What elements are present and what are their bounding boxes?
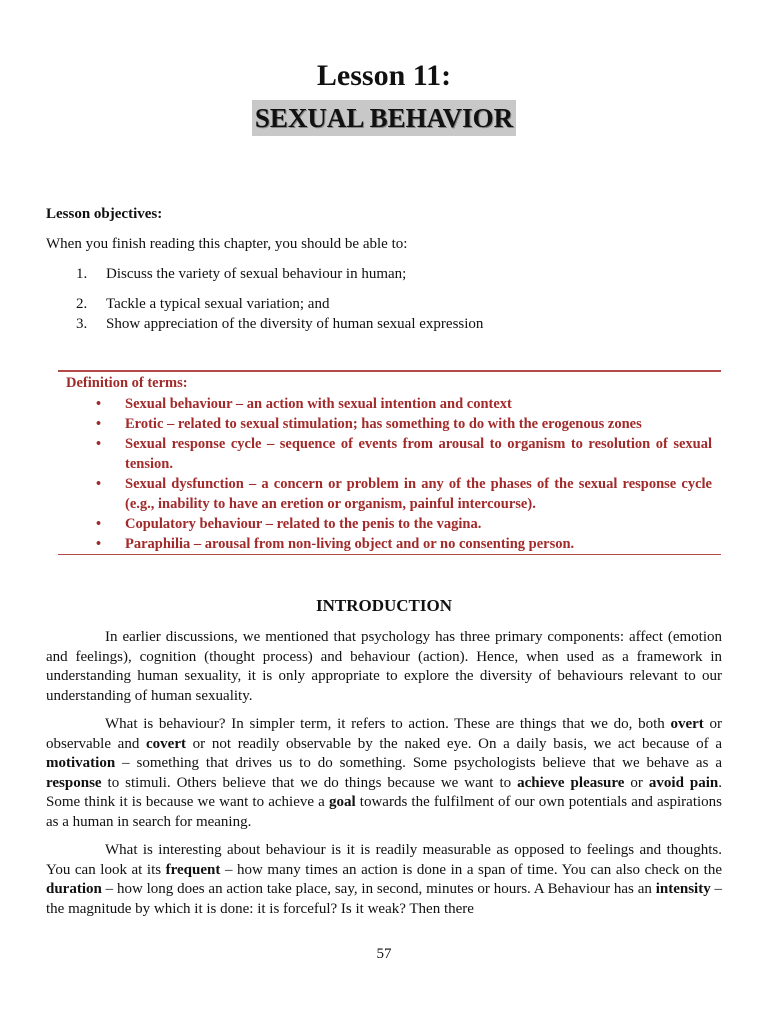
bullet-icon: •: [96, 476, 102, 492]
objective-item: 3. Show appreciation of the diversity of human sexual expression: [76, 316, 484, 332]
definition-item: • Sexual dysfunction – a concern or problem in any of the phases of the sexual response cycle (e.g., inability to have an eretion or organism, painful intercourse).: [96, 476, 712, 512]
objectives-list: [76, 264, 483, 334]
definitions-list: [96, 394, 712, 554]
introduction-heading: INTRODUCTION: [315, 596, 453, 615]
intro-paragraph-1: In earlier discussions, we mentioned that psychology has three primary components: affect (emotion and feelings), cognition (thought process) and behaviour (action). Hence, when used as a framework in understanding human sexuality, it is only appropriate to explore the diversity of behaviours relevant to our understanding of human sexuality.: [46, 629, 722, 704]
definition-item: • Paraphilia – arousal from non-living object and or no consenting person.: [96, 536, 575, 552]
objectives-intro: When you finish reading this chapter, you should be able to:: [46, 236, 408, 252]
intro-paragraph-2: What is behaviour? In simpler term, it refers to action. These are things that we do, both overt or observable and covert or not readily observable by the naked eye. On a daily basis, we act because of a motivation – something that drives us to do something. Some psychologists believe that we behave as a response to stimuli. Others believe that we do things because we want to achieve pleasure or avoid pain. Some think it is because we want to achieve a goal towards the fulfilment of our own potentials and aspirations as a human in search for meaning.: [46, 716, 722, 830]
lesson-subtitle: SEXUAL BEHAVIOR: [252, 100, 516, 136]
definitions-box: [58, 370, 721, 555]
definition-item: • Erotic – related to sexual stimulation; has something to do with the erogenous zones: [96, 416, 642, 432]
lesson-subtitle-wrap: [0, 100, 768, 136]
bullet-icon: •: [96, 436, 102, 452]
bullet-icon: •: [96, 396, 102, 412]
objective-item: 1. Discuss the variety of sexual behaviour in human;: [76, 266, 407, 282]
bullet-icon: •: [96, 516, 102, 532]
objective-item: 2. Tackle a typical sexual variation; and: [76, 296, 330, 312]
definition-item: • Sexual behaviour – an action with sexual intention and context: [96, 396, 512, 412]
bullet-icon: •: [96, 416, 102, 432]
definition-item: • Copulatory behaviour – related to the penis to the vagina.: [96, 516, 482, 532]
objectives-heading: Lesson objectives:: [46, 206, 163, 222]
definitions-heading: Definition of terms:: [66, 375, 188, 391]
intro-paragraph-3: What is interesting about behaviour is it is readily measurable as opposed to feelings and thoughts. You can look at its frequent – how many times an action is done in a span of time. You can also check on the duration – how long does an action take place, say, in second, minutes or hours. A Behaviour has an intensity – the magnitude by which it is done: it is forceful? Is it weak? Then there: [46, 842, 723, 917]
page-number: 57: [376, 946, 392, 962]
lesson-title: Lesson 11:: [316, 59, 452, 92]
bullet-icon: •: [96, 536, 102, 552]
definition-item: • Sexual response cycle – sequence of events from arousal to organism to resolution of sexual tension.: [96, 436, 712, 472]
